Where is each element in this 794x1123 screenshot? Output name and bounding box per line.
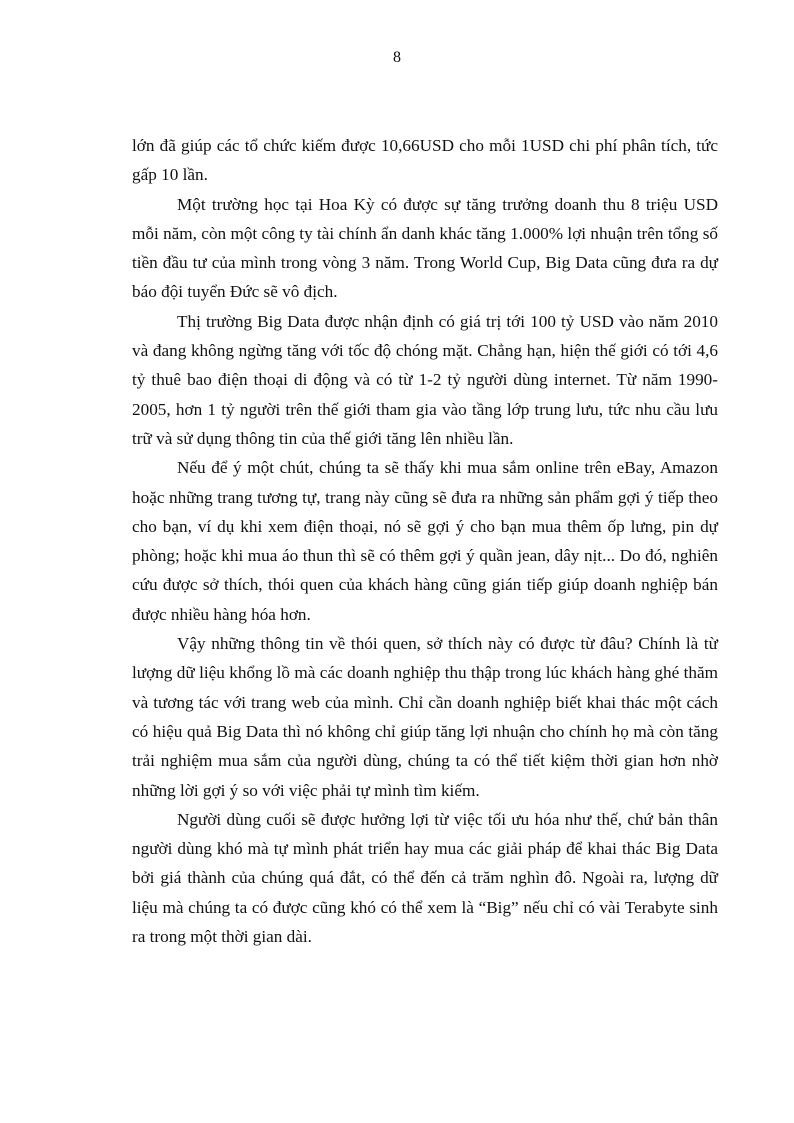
document-body	[132, 131, 718, 951]
page-number: 8	[393, 49, 401, 66]
paragraph-2: Một trường học tại Hoa Kỳ có được sự tăng trưởng doanh thu 8 triệu USD mỗi năm, còn một công ty tài chính ẩn danh khác tăng 1.000% lợi nhuận trên tổng số tiền đầu tư của mình trong vòng 3 năm. Trong World Cup, Big Data cũng đưa ra dự báo đội tuyển Đức sẽ vô địch.	[132, 194, 718, 302]
paragraph-1: lớn đã giúp các tổ chức kiếm được 10,66USD cho mỗi 1USD chi phí phân tích, tức gấp 10 lần.	[132, 136, 718, 185]
paragraph-6: Người dùng cuối sẽ được hưởng lợi từ việc tối ưu hóa như thế, chứ bản thân người dùng khó mà tự mình phát triển hay mua các giải pháp để khai thác Big Data bởi giá thành của chúng quá đắt, có thể đến cả trăm nghìn đô. Ngoài ra, lượng dữ liệu mà chúng ta có được cũng khó có thể xem là “Big” nếu chỉ có vài Terabyte sinh ra trong một thời gian dài.	[132, 809, 718, 947]
paragraph-4: Nếu để ý một chút, chúng ta sẽ thấy khi mua sắm online trên eBay, Amazon hoặc những trang tương tự, trang này cũng sẽ đưa ra những sản phẩm gợi ý tiếp theo cho bạn, ví dụ khi xem điện thoại, nó sẽ gợi ý cho bạn mua thêm ốp lưng, pin dự phòng; hoặc khi mua áo thun thì sẽ có thêm gợi ý quần jean, dây nịt... Do đó, nghiên cứu được sở thích, thói quen của khách hàng cũng gián tiếp giúp doanh nghiệp bán được nhiều hàng hóa hơn.	[132, 458, 718, 624]
paragraph-3: Thị trường Big Data được nhận định có giá trị tới 100 tỷ USD vào năm 2010 và đang không ngừng tăng với tốc độ chóng mặt. Chẳng hạn, hiện thế giới có tới 4,6 tỷ thuê bao điện thoại di động và có từ 1-2 tỷ người dùng internet. Từ năm 1990-2005, hơn 1 tỷ người trên thế giới tham gia vào tầng lớp trung lưu, tức nhu cầu lưu trữ và sử dụng thông tin của thế giới tăng lên nhiều lần.	[132, 311, 718, 448]
paragraph-5: Vậy những thông tin về thói quen, sở thích này có được từ đâu? Chính là từ lượng dữ liệu khổng lồ mà các doanh nghiệp thu thập trong lúc khách hàng ghé thăm và tương tác với trang web của mình. Chỉ cần doanh nghiệp biết khai thác một cách có hiệu quả Big Data thì nó không chỉ giúp tăng lợi nhuận cho chính họ mà còn tăng trải nghiệm mua sắm của người dùng, chúng ta có thể tiết kiệm thời gian hơn nhờ những lời gợi ý so với việc phải tự mình tìm kiếm.	[132, 634, 718, 800]
